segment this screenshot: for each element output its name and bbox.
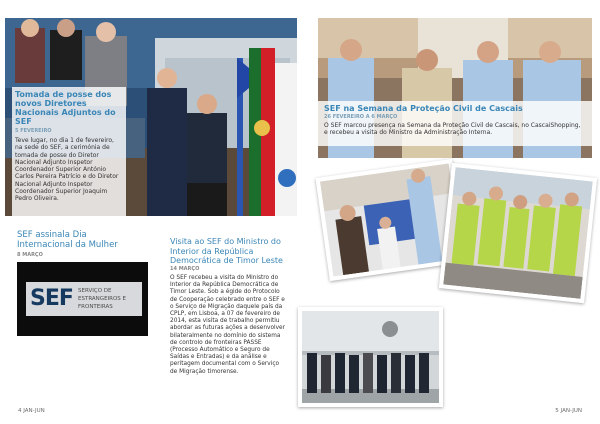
feature-body: Teve lugar, no dia 1 de fevereiro, na sede do SEF, a cerimónia de tomada de posse do Diretor Nacional Adjunto Inspetor Coordenador Superior António Carlos Pereira Patrício e do Diretor Nacional Adjunto Inspetor Coordenador Superior Joaquim Pedro Oliveira. (15, 137, 119, 203)
civil-protection-date: 26 FEVEREIRO A 6 MARÇO (324, 114, 398, 120)
sef-logo (26, 282, 142, 316)
sef-logo-text: SERVIÇO DE ESTRANGEIROS E FRONTEIRAS (78, 288, 127, 310)
civil-protection-title: SEF na Semana da Proteção Civil de Cascais (324, 104, 523, 113)
group-photo-building (298, 307, 443, 407)
sef-logo-letters: SEF (30, 286, 73, 311)
womens-day-date: 8 MARÇO (17, 252, 43, 258)
right-folio: 5 JAN-JUN (555, 408, 582, 414)
womens-day-title: SEF assinala Dia Internacional da Mulher (17, 230, 118, 250)
tilted-photo-hiviz-group (439, 163, 597, 304)
timor-visit-body: O SEF recebeu a visita do Ministro do Interior da República Democrática de Timor Leste. Sob a égide do Protocolo de Cooperação celebrado entre o SEF e o Serviço de Migração daquele país da CPLP, em Lisboa, a 07 de fevereiro de 2014, esta visita de trabalho permitiu abordar as futuras ações a desenvolver bilateralmente no domínio do sistema de controlo de fronteiras PASSE (Processo Automático e Seguro de Saídas e Entradas) e da análise e peritagem documental com o Serviço de Migração timorense. (170, 275, 285, 375)
timor-visit-date: 14 MARÇO (170, 266, 200, 272)
sef-logo-panel (17, 262, 148, 336)
civil-protection-body: O SEF marcou presença na Semana da Proteção Civil de Cascais, no CascaiShopping, e recebeu a visita do Ministro da Administração Interna. (324, 122, 581, 137)
feature-title: Tomada de posse dos novos Diretores Nacionais Adjuntos do SEF (15, 90, 116, 126)
left-folio: 4 JAN-JUN (18, 408, 45, 414)
civil-protection-caption (318, 101, 592, 146)
timor-visit-title: Visita ao SEF do Ministro do Interior da República Democrática de Timor Leste (170, 237, 283, 265)
feature-caption (12, 87, 126, 221)
feature-date: 5 FEVEREIRO (15, 128, 52, 134)
